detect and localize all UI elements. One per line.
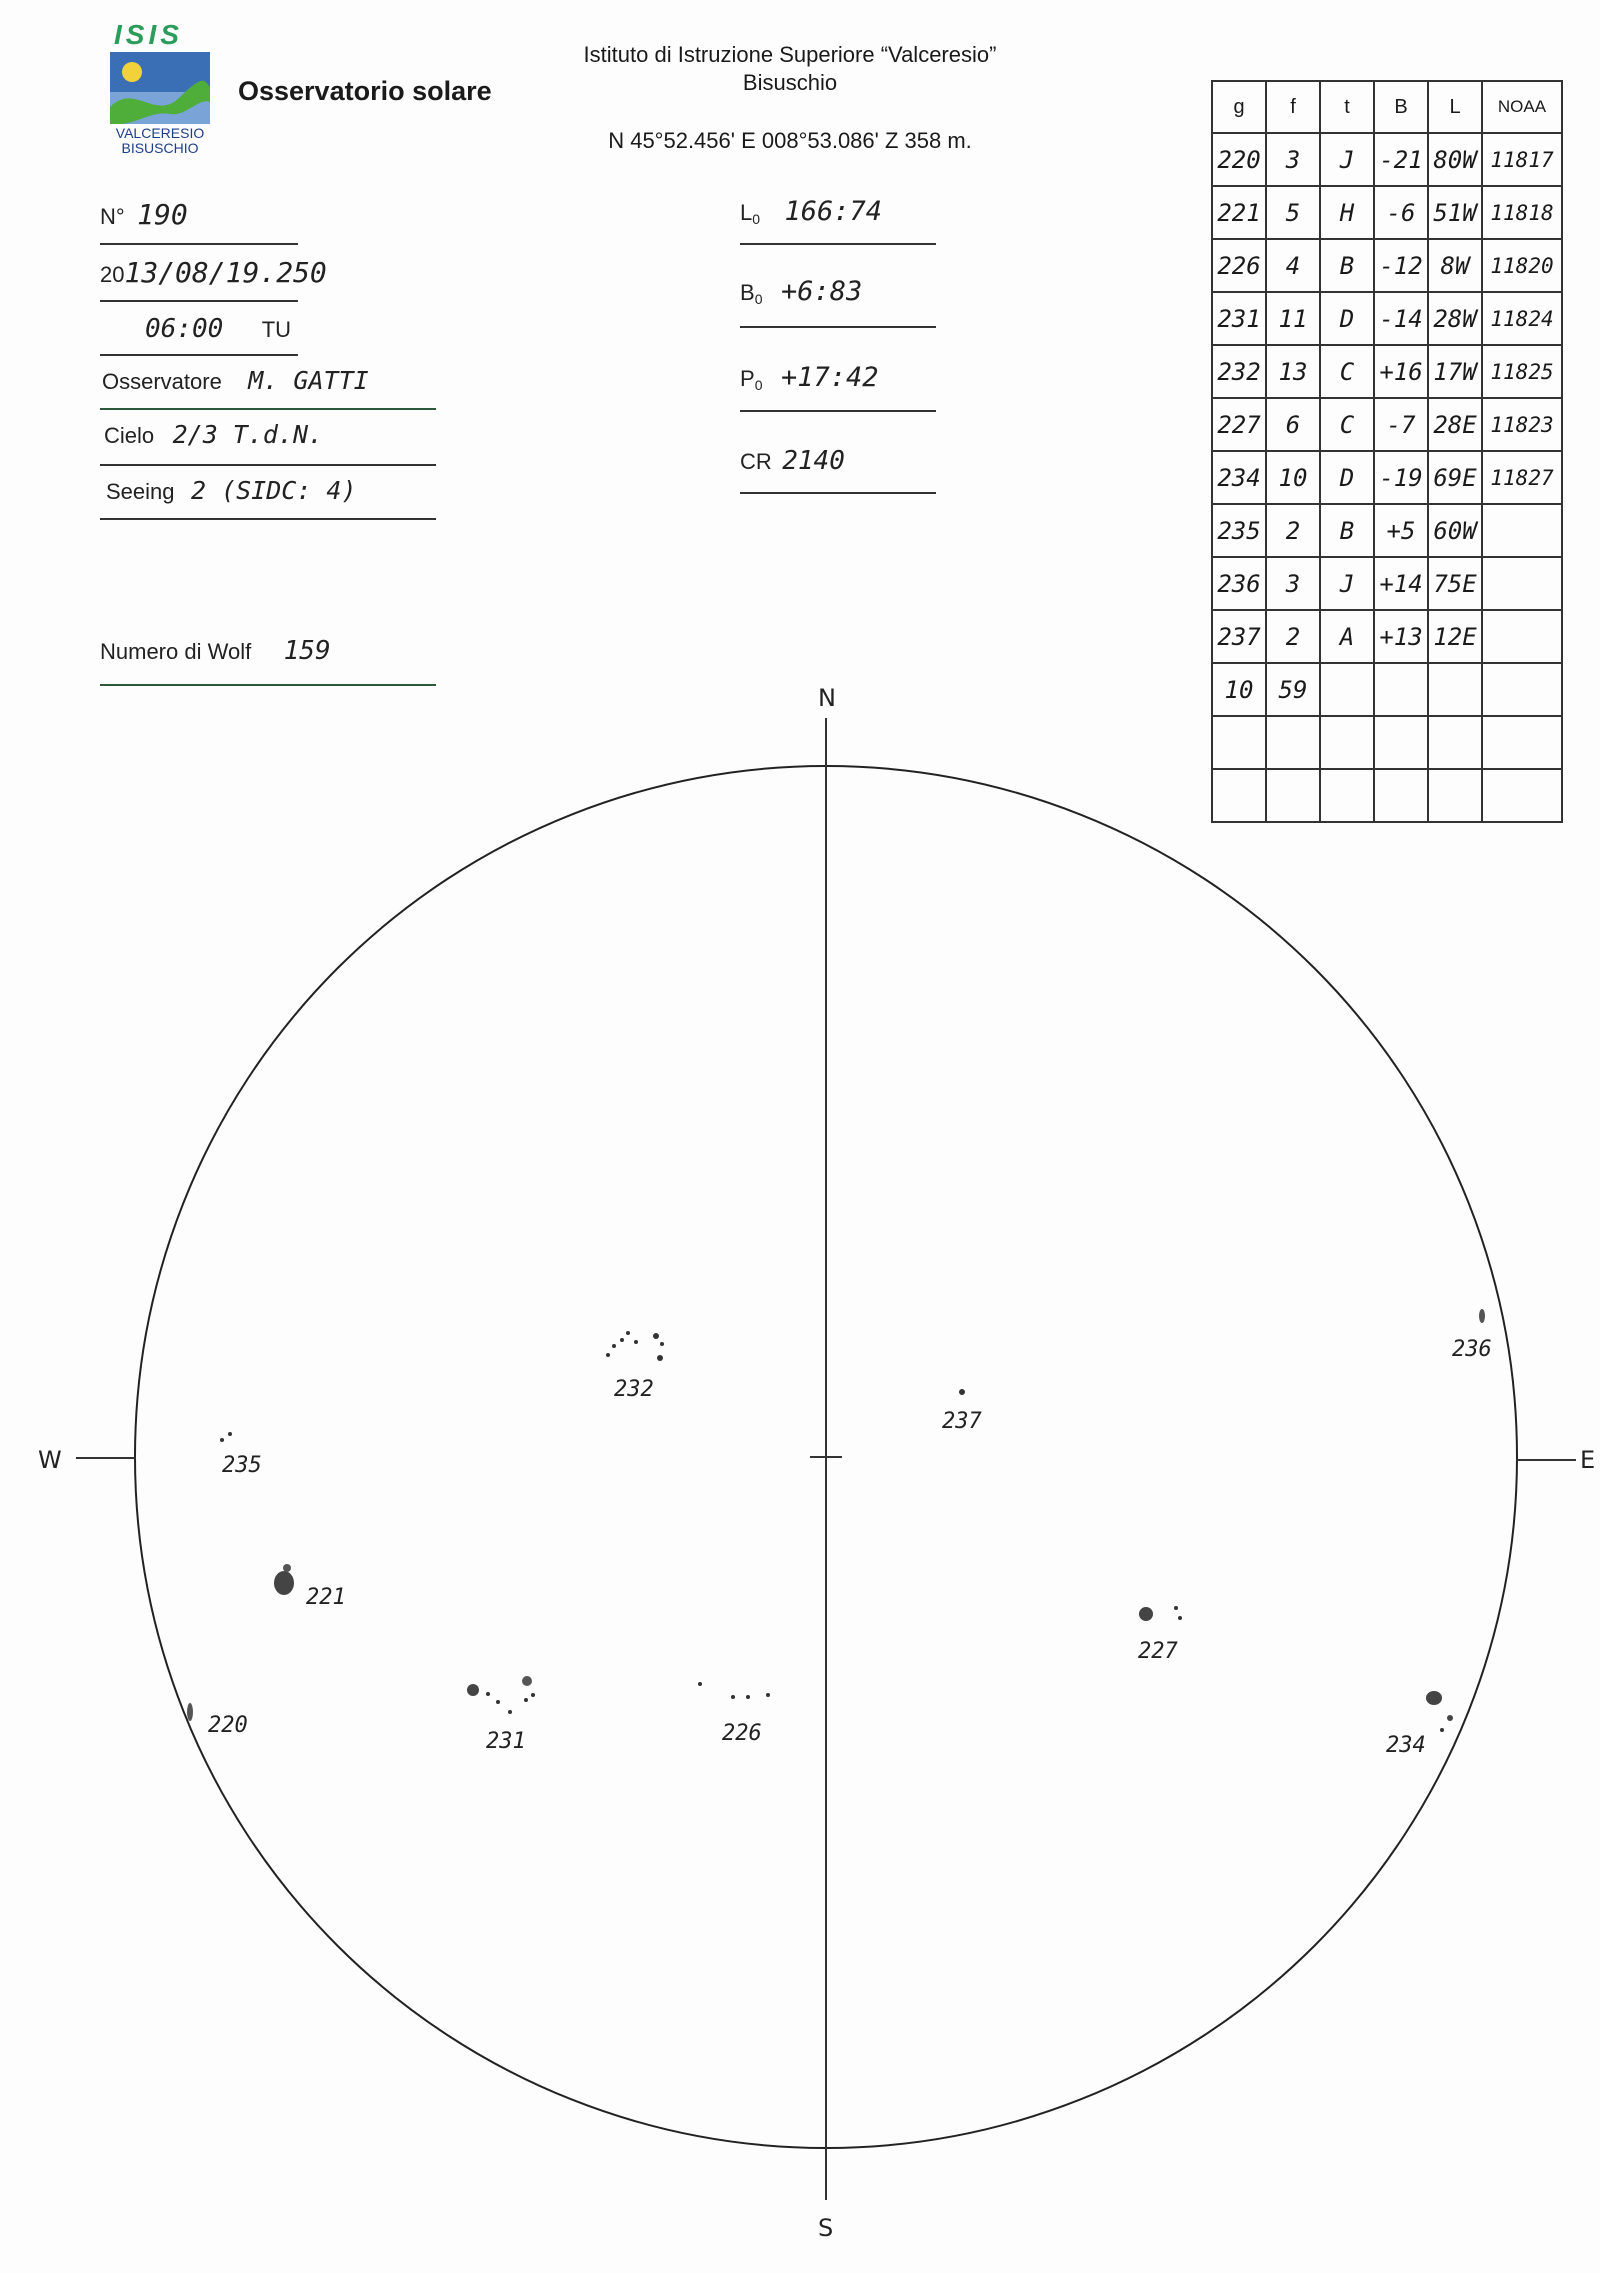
date-value: 13/08/19.250 [124,256,327,289]
table-cell: 17W [1428,345,1482,398]
table-cell: 11823 [1482,398,1562,451]
sunspot [467,1684,479,1696]
table-cell: 80W [1428,133,1482,186]
column-header: NOAA [1482,81,1562,133]
table-cell: 75E [1428,557,1482,610]
column-header: L [1428,81,1482,133]
north-label: N [818,684,836,712]
wolf-label: Numero di Wolf [100,639,252,664]
b0-subscript: 0 [754,291,763,308]
table-cell: +16 [1374,345,1428,398]
east-label: E [1580,1446,1596,1474]
sunspot [1440,1728,1444,1732]
observer-value: M. GATTI [248,366,369,395]
table-cell: B [1320,239,1374,292]
table-cell: 11820 [1482,239,1562,292]
observation-number-value: 190 [137,198,188,231]
sunspot [524,1698,528,1702]
p0-value: +17:42 [780,362,879,393]
sunspot [657,1355,663,1361]
table-cell: A [1320,610,1374,663]
table-cell: 2 [1266,610,1320,663]
sunspot [606,1353,610,1357]
sunspot [274,1571,294,1595]
table-cell: H [1320,186,1374,239]
brand-title: Osservatorio solare [238,76,492,106]
group-label-226: 226 [722,1721,762,1746]
table-cell: 220 [1212,133,1266,186]
observer-label: Osservatore [102,369,222,394]
sunspot [766,1693,770,1697]
observation-number-label: N° [100,204,125,229]
table-cell: +5 [1374,504,1428,557]
sunspot [1178,1616,1182,1620]
table-cell: 221 [1212,186,1266,239]
l0-value: 166:74 [784,196,883,227]
group-label-231: 231 [486,1729,526,1754]
sunspot [283,1564,291,1572]
sunspot [228,1432,232,1436]
sunspot [620,1338,624,1342]
logo-caption: VALCERESIO BISUSCHIO [115,125,205,156]
seeing-value: 2 (SIDC: 4) [190,476,357,505]
site-coordinates: N 45°52.456' E 008°53.086' Z 358 m. [608,128,972,153]
sunspot [653,1333,659,1339]
sunspot [508,1710,512,1714]
time-unit: TU [261,317,292,342]
group-label-220: 220 [208,1713,248,1738]
group-label-237: 237 [942,1409,982,1434]
table-cell: D [1320,292,1374,345]
group-label-236: 236 [1452,1337,1492,1362]
table-cell: 237 [1212,610,1266,663]
table-cell: 3 [1266,133,1320,186]
sunspot-marks [187,1309,1485,1732]
table-cell: J [1320,557,1374,610]
time-value: 06:00 [145,314,224,344]
west-label: W [38,1446,62,1474]
sunspot [626,1331,630,1335]
date-prefix: 20 [100,262,125,287]
table-cell: B [1320,504,1374,557]
sunspot [731,1695,735,1699]
table-cell: 28E [1428,398,1482,451]
sunspot [1174,1606,1178,1610]
sunspot-group-labels [208,1337,1492,1758]
table-cell: 28W [1428,292,1482,345]
group-label-221: 221 [306,1585,346,1610]
sunspot [1139,1607,1153,1621]
table-cell: D [1320,451,1374,504]
table-cell: 4 [1266,239,1320,292]
l0-subscript: 0 [752,211,761,228]
sunspot [486,1692,490,1696]
table-cell: 11824 [1482,292,1562,345]
table-cell: 231 [1212,292,1266,345]
institute-name: Istituto di Istruzione Superiore “Valceresio” Bisuschio [583,42,997,95]
column-header: g [1212,81,1266,133]
sky-value: 2/3 T.d.N. [172,420,324,449]
table-cell: +14 [1374,557,1428,610]
table-cell: 10 [1266,451,1320,504]
column-header: B [1374,81,1428,133]
table-cell: 5 [1266,186,1320,239]
sky-label: Cielo [104,423,155,448]
table-cell: 11 [1266,292,1320,345]
b0-value: +6:83 [780,276,863,307]
table-cell: 11825 [1482,345,1562,398]
table-cell: +13 [1374,610,1428,663]
table-cell: -12 [1374,239,1428,292]
south-label: S [818,2214,834,2242]
table-cell: -6 [1374,186,1428,239]
group-label-227: 227 [1138,1639,1178,1664]
sunspot [698,1682,702,1686]
table-cell: 2 [1266,504,1320,557]
sunspot [660,1342,664,1346]
table-cell: 11817 [1482,133,1562,186]
seeing-label: Seeing [106,479,175,504]
sunspot [522,1676,532,1686]
group-label-234: 234 [1386,1733,1426,1758]
sunspot [634,1340,638,1344]
p0-label: P [740,366,755,391]
table-cell: C [1320,398,1374,451]
table-cell: -21 [1374,133,1428,186]
table-cell: 13 [1266,345,1320,398]
table-cell: -19 [1374,451,1428,504]
wolf-value: 159 [283,636,331,666]
b0-label: B [740,280,755,305]
table-cell: 51W [1428,186,1482,239]
sunspot [531,1693,535,1697]
p0-subscript: 0 [754,377,763,394]
group-label-235: 235 [222,1453,262,1478]
l0-label: L [740,200,753,225]
table-cell: 6 [1266,398,1320,451]
table-cell: 232 [1212,345,1266,398]
table-cell: 234 [1212,451,1266,504]
sunspot [1447,1715,1453,1721]
table-cell: 60W [1428,504,1482,557]
sunspot [612,1344,616,1348]
sunspot [220,1438,224,1442]
table-cell: 236 [1212,557,1266,610]
group-label-232: 232 [614,1377,654,1402]
table-cell: 11818 [1482,186,1562,239]
table-cell: 10 [1212,663,1266,716]
table-cell: 226 [1212,239,1266,292]
table-cell: 235 [1212,504,1266,557]
table-cell: 12E [1428,610,1482,663]
sunspot [1479,1309,1485,1323]
table-cell: 59 [1266,663,1320,716]
cr-label: CR [740,449,772,474]
table-cell: 69E [1428,451,1482,504]
sunspot [746,1695,750,1699]
table-cell: C [1320,345,1374,398]
sunspot [1426,1691,1442,1705]
table-cell: J [1320,133,1374,186]
table-cell: 8W [1428,239,1482,292]
table-cell: 3 [1266,557,1320,610]
column-header: f [1266,81,1320,133]
table-cell: -14 [1374,292,1428,345]
sunspot [496,1700,500,1704]
column-header: t [1320,81,1374,133]
sunspot [187,1703,193,1721]
sunspot [959,1389,965,1395]
table-cell: 227 [1212,398,1266,451]
logo-wordmark: ISIS [114,19,183,50]
cr-value: 2140 [782,446,845,476]
table-cell: 11827 [1482,451,1562,504]
table-cell: -7 [1374,398,1428,451]
